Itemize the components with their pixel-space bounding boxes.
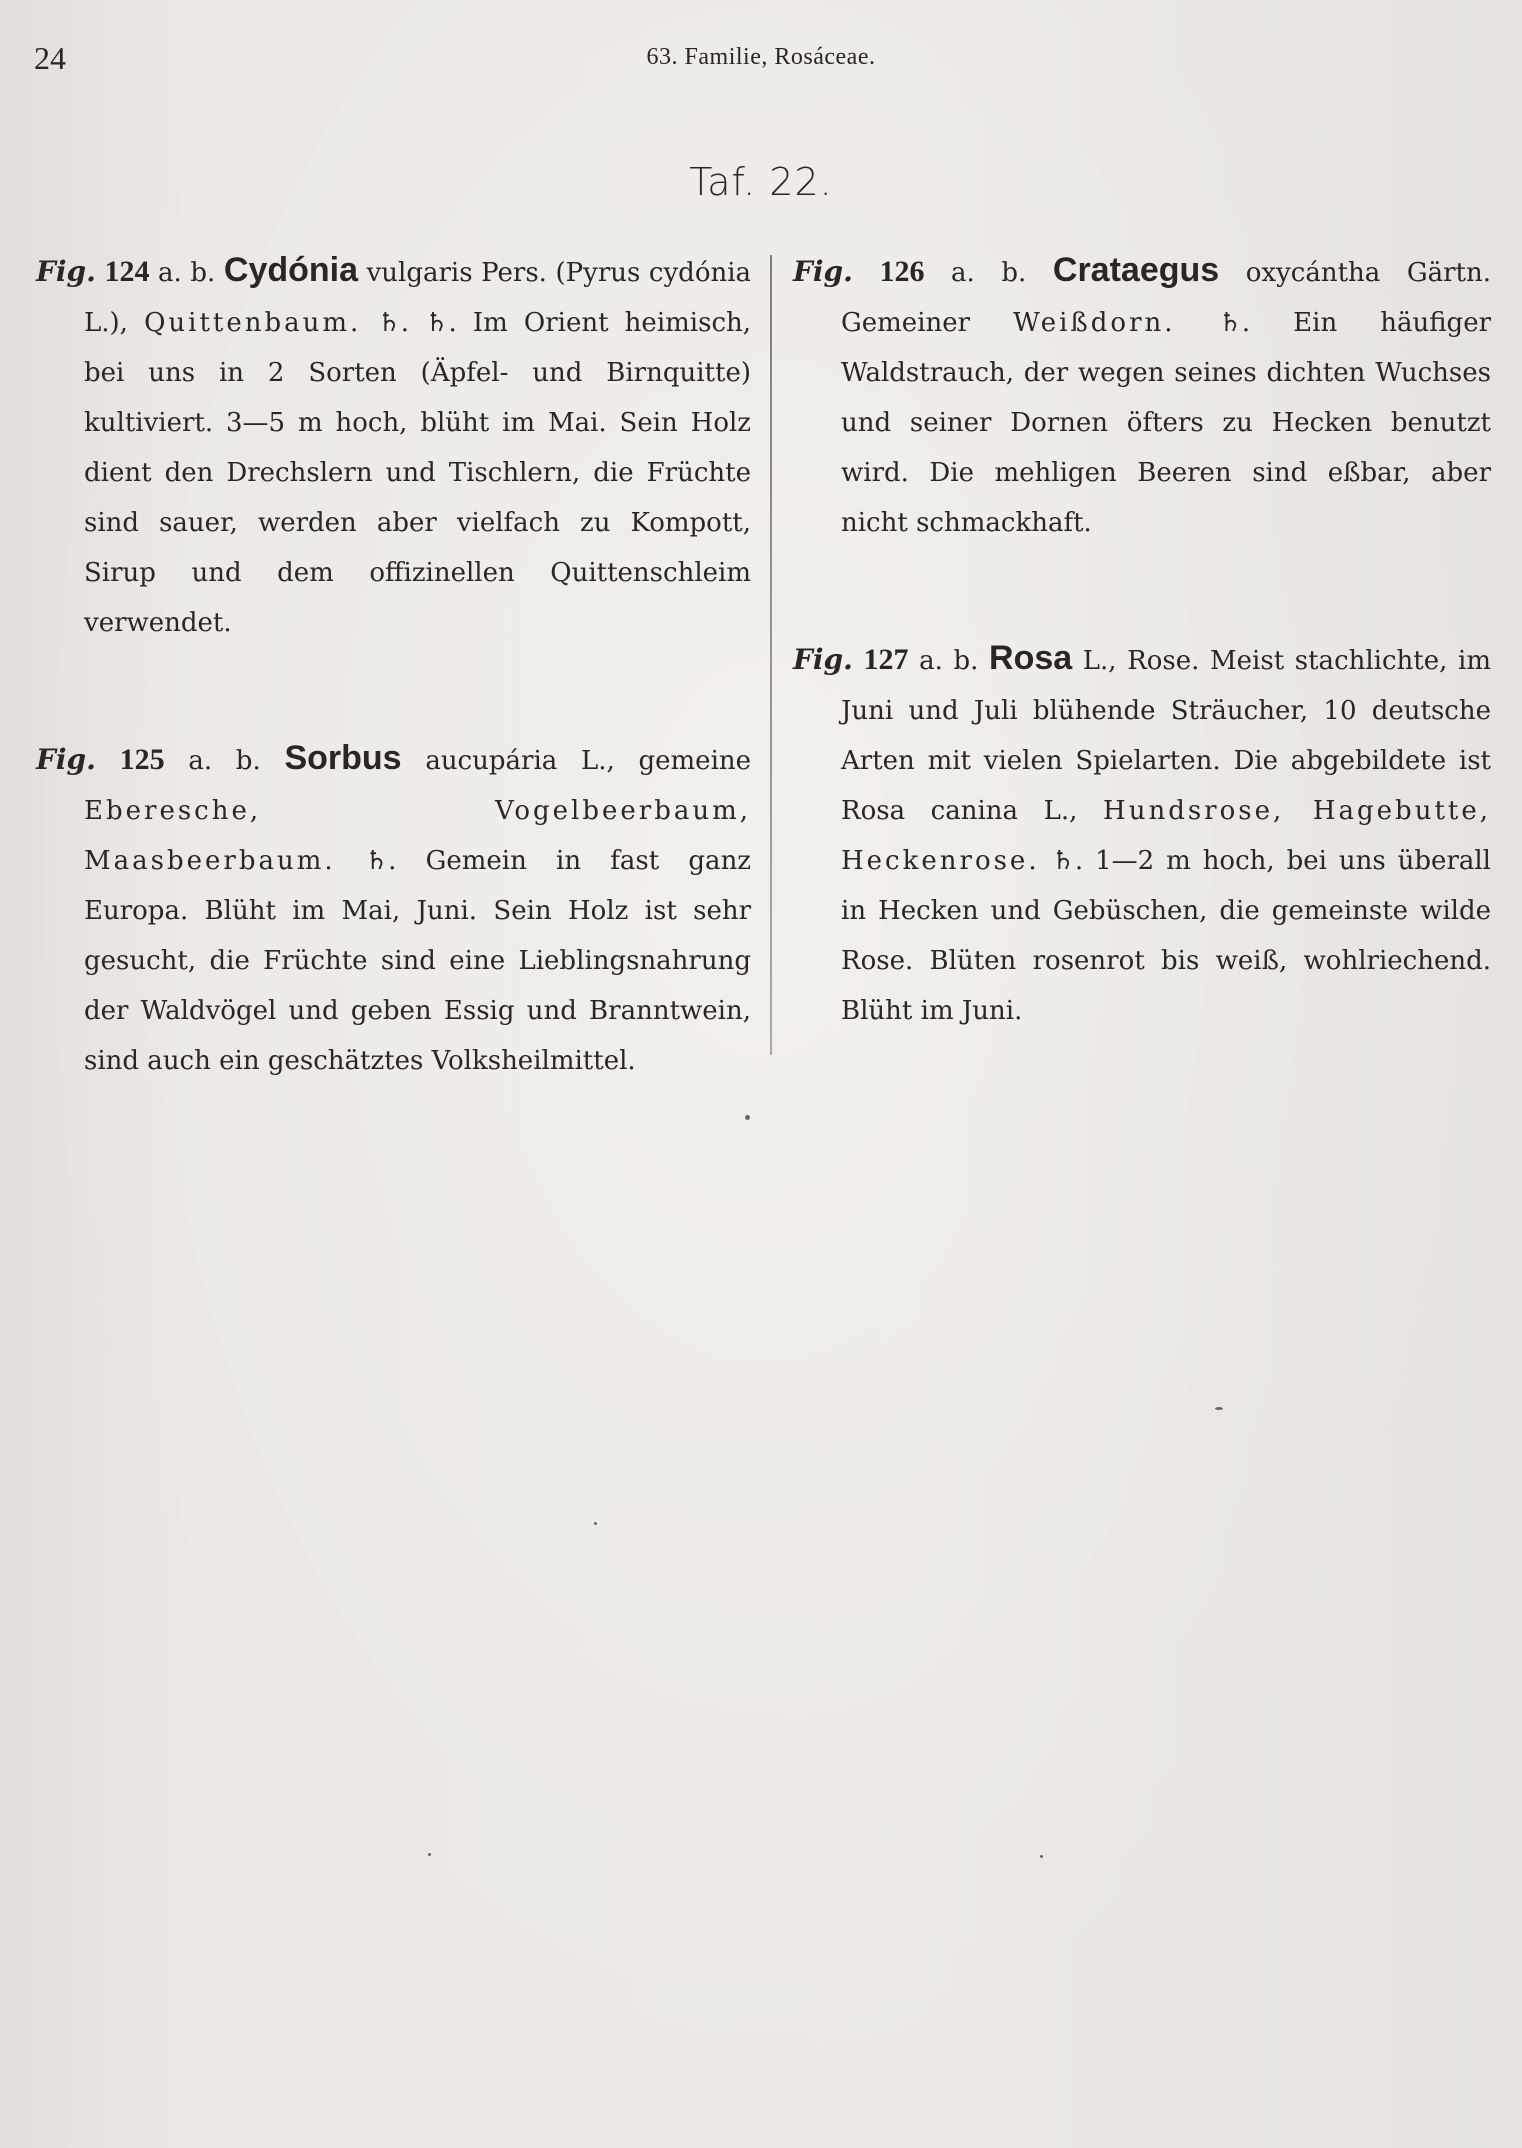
fig-number: 124 bbox=[104, 255, 150, 288]
paper-speck bbox=[594, 1522, 597, 1525]
entry-body bbox=[36, 245, 751, 648]
fig-parts: a. b. bbox=[158, 258, 216, 288]
entry-fig-124 bbox=[36, 245, 751, 648]
description-text: ♄. Ein häufiger Waldstrauch, der wegen seines dichten Wuchses und seiner Dornen öfters zu Hecken benutzt wird. Die mehligen Beeren sind eßbar, aber nicht schmackhaft. bbox=[841, 308, 1492, 538]
entry-fig-127 bbox=[793, 633, 1491, 1036]
left-column bbox=[36, 245, 751, 1171]
fig-label: Fig. bbox=[36, 743, 96, 776]
column-divider bbox=[770, 255, 772, 1055]
paper-speck bbox=[1215, 1407, 1223, 1410]
species-text: L., Rose. Meist stachlichte, im Juni und Juli blühende Sträucher, 10 deutsche Arten mit vielen Spielarten. Die abgebildete ist Rosa canina L., bbox=[841, 646, 1491, 826]
entry-fig-125 bbox=[36, 733, 751, 1086]
paper-speck bbox=[428, 1853, 431, 1856]
genus-name: Crataegus bbox=[1052, 251, 1220, 289]
fig-parts: a. b. bbox=[951, 258, 1027, 288]
fig-label: Fig. bbox=[793, 255, 853, 288]
fig-parts: a. b. bbox=[188, 746, 261, 776]
entry-fig-126 bbox=[793, 245, 1491, 548]
fig-number: 125 bbox=[119, 743, 165, 776]
paper-speck bbox=[745, 1115, 750, 1120]
description-text: ♄. Gemein in fast ganz Europa. Blüht im Mai, Juni. Sein Holz ist sehr gesucht, die Früchte sind eine Lieblingsnahrung der Waldvögel und geben Essig und Branntwein, sind auch ein geschätztes Volksheilmittel. bbox=[84, 846, 752, 1076]
genus-name: Rosa bbox=[989, 639, 1073, 677]
fig-label: Fig. bbox=[793, 643, 853, 676]
running-title: 63. Familie, Rosáceae. bbox=[646, 44, 876, 70]
fig-parts: a. b. bbox=[919, 646, 979, 676]
entry-body bbox=[793, 245, 1491, 548]
fig-label: Fig. bbox=[36, 255, 96, 288]
paper-speck bbox=[1040, 1855, 1043, 1858]
genus-name: Sorbus bbox=[284, 739, 402, 777]
description-text: ♄. ♄. Im Orient heimisch, bei uns in 2 Sorten (Äpfel- und Birnquitte) kultiviert. 3—5 m hoch, blüht im Mai. Sein Holz dient den Drechslern und Tischlern, die Früchte sind sauer, werden aber vielfach zu Kompott, Sirup und dem offizinellen Quittenschleim verwendet. bbox=[84, 308, 752, 638]
entry-body bbox=[793, 633, 1491, 1036]
species-text: aucupária L., gemeine bbox=[425, 746, 752, 776]
page-number: 24 bbox=[34, 40, 66, 76]
description-text: ♄. 1—2 m hoch, bei uns überall in Hecken und Gebüschen, die gemeinste wilde Rose. Blüten rosenrot bis weiß, wohlriechend. Blüht im Juni. bbox=[841, 846, 1492, 1026]
fig-number: 127 bbox=[863, 643, 909, 676]
right-column bbox=[793, 245, 1491, 1121]
running-head bbox=[0, 40, 1522, 80]
common-names: Quittenbaum. bbox=[144, 308, 362, 338]
common-names: Eberesche, Vogelbeerbaum, Maasbeerbaum. bbox=[84, 796, 751, 876]
common-names: Hundsrose, Hagebutte, Heckenrose. bbox=[841, 796, 1491, 876]
genus-name: Cydónia bbox=[223, 251, 359, 289]
fig-number: 126 bbox=[879, 255, 925, 288]
common-names: Weißdorn. bbox=[1013, 308, 1176, 338]
species-text: vulgaris Pers. (Pyrus cydónia L.), bbox=[84, 258, 752, 338]
plate-title: Taf. 22. bbox=[689, 160, 833, 204]
entry-body bbox=[36, 733, 751, 1086]
species-text: oxycántha Gärtn. Gemeiner bbox=[841, 258, 1492, 338]
